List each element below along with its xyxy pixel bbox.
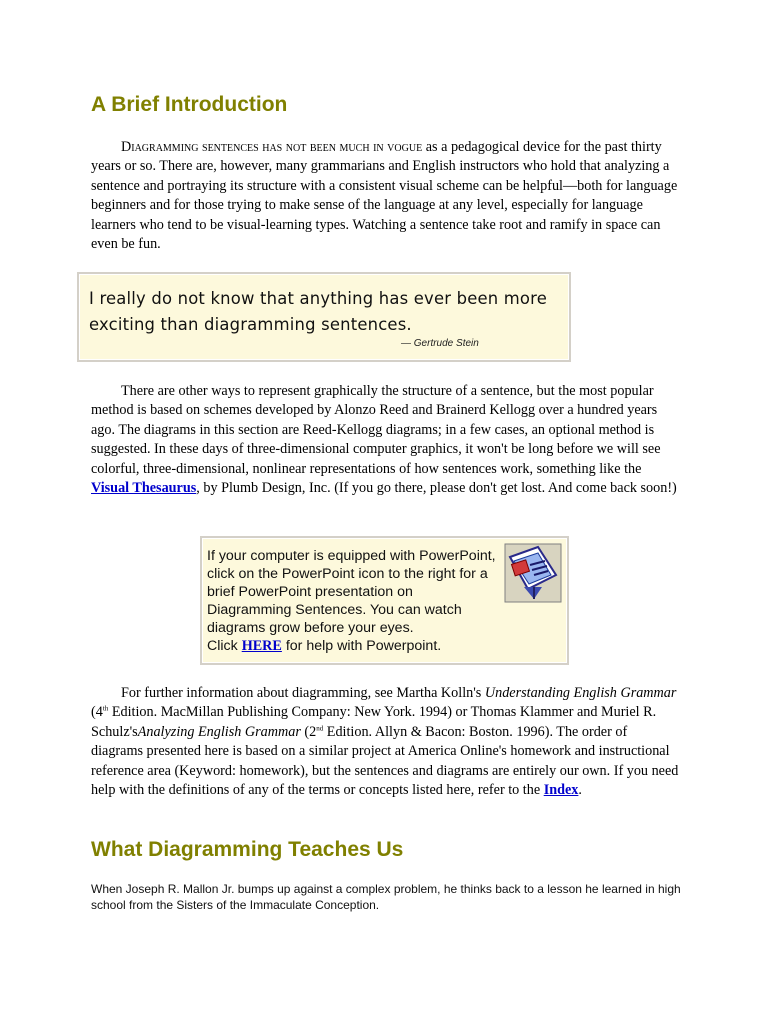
- powerpoint-text: [207, 547, 497, 655]
- powerpoint-icon[interactable]: [504, 543, 562, 603]
- powerpoint-description: If your computer is equipped with PowerPoint, click on the PowerPoint icon to the right for a brief PowerPoint presentation on Diagramming Sentences. You can watch diagrams grow before your eyes.: [207, 548, 496, 636]
- further-paragraph: [91, 684, 681, 800]
- powerpoint-click-label: Click: [207, 638, 242, 654]
- intro-body: as a pedagogical device for the past thirty years or so. There are, however, many grammarians and English instructors who hold that analyzing a sentence and portraying its structure with a consistent visual scheme can be helpful—both for language beginners and for those trying to make sense of the language at any level, especially for language learners who tend to be visual-learning types. Watching a sentence take root and ramify in space can even be fun.: [91, 139, 678, 253]
- ordinal-suffix-2: nd: [316, 724, 324, 733]
- intro-paragraph: [91, 138, 681, 254]
- quote-box: [77, 272, 571, 362]
- further-text-4: (2: [300, 723, 317, 740]
- book-title-kolln: Understanding English Grammar: [484, 685, 677, 701]
- section-heading-intro: A Brief Introduction: [91, 93, 288, 116]
- further-text-5: Edition. Allyn & Bacon: Boston. 1996). The order of diagrams presented here is based on a similar project at America Online's homework and instructional reference area (Keyword: homework), but the sentences and diagrams are entirely our own. If you need help with the definitions of any of the terms or concepts listed here, refer to the: [91, 723, 679, 799]
- book-title-klammer: Analyzing English Grammar: [137, 723, 301, 740]
- intro-lead-smallcaps: Diagramming sentences has not been much in vogue: [121, 139, 423, 155]
- further-text-1: For further information about diagramming, see Martha Kolln's: [121, 685, 485, 701]
- methods-text-2: , by Plumb Design, Inc. (If you go there, please don't get lost. And come back soon!): [196, 480, 677, 497]
- teaches-paragraph: When Joseph R. Mallon Jr. bumps up against a complex problem, he thinks back to a lesson he learned in high school from the Sisters of the Immaculate Conception.: [91, 882, 681, 912]
- further-text-2: (4: [91, 704, 103, 721]
- further-text-3: Edition. MacMillan Publishing Company: New York. 1994) or Thomas Klammer and Muriel R. Schulz's: [91, 704, 657, 740]
- methods-text-1: There are other ways to represent graphically the structure of a sentence, but the most popular method is based on schemes developed by Alonzo Reed and Brainerd Kellogg over a hundred years ago. The diagrams in this section are Reed-Kellogg diagrams; in a few cases, an optional method is suggested. In these days of three-dimensional computer graphics, it won't be long before we will see colorful, three-dimensional, nonlinear representations of how sentences work, something like the: [91, 383, 661, 477]
- ordinal-suffix-1: th: [102, 704, 109, 713]
- powerpoint-box: [200, 536, 569, 665]
- quote-attribution: — Gertrude Stein: [401, 338, 479, 349]
- powerpoint-help-link[interactable]: HERE: [241, 638, 282, 654]
- index-link[interactable]: Index: [543, 782, 579, 799]
- section-heading-teaches: What Diagramming Teaches Us: [91, 838, 404, 861]
- visual-thesaurus-link[interactable]: Visual Thesaurus: [91, 480, 197, 497]
- quote-text: I really do not know that anything has ever been more exciting than diagramming sentences.: [89, 289, 548, 334]
- methods-paragraph: [91, 382, 681, 498]
- powerpoint-help-text: for help with Powerpoint.: [281, 638, 442, 654]
- further-text-6: .: [578, 782, 582, 799]
